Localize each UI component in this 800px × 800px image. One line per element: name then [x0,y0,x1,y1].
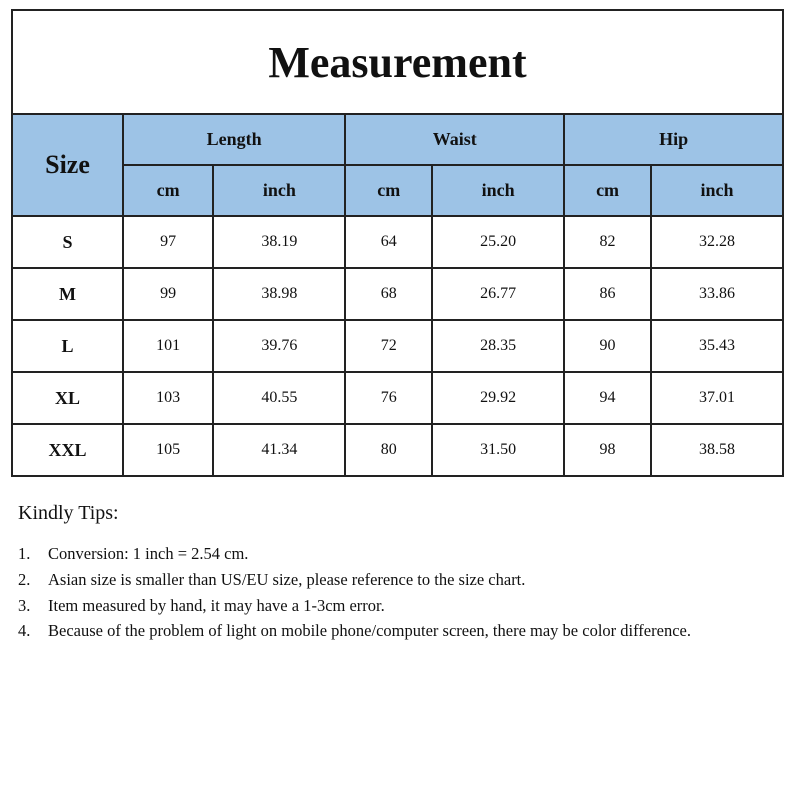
value-cell: 38.19 [213,216,345,268]
table-title: Measurement [12,10,783,114]
header-length: Length [123,114,345,165]
value-cell: 38.98 [213,268,345,320]
tip-number: 2. [18,569,31,589]
value-cell: 72 [345,320,432,372]
value-cell: 29.92 [432,372,564,424]
tip-item [18,567,758,593]
value-cell: 39.76 [213,320,345,372]
tips-list [18,541,758,644]
tip-item [18,618,758,644]
value-cell: 40.55 [213,372,345,424]
value-cell: 28.35 [432,320,564,372]
table-row [12,268,783,320]
tip-item [18,593,758,619]
tip-text: Item measured by hand, it may have a 1-3cm error. [48,595,385,615]
header-unit: cm [123,165,213,216]
size-cell: XL [12,372,123,424]
table-row [12,424,783,476]
value-cell: 33.86 [651,268,783,320]
value-cell: 94 [564,372,651,424]
tips-heading: Kindly Tips: [18,502,119,524]
header-unit: inch [432,165,564,216]
value-cell: 90 [564,320,651,372]
value-cell: 76 [345,372,432,424]
header-unit: inch [213,165,345,216]
table-row [12,216,783,268]
size-cell: M [12,268,123,320]
size-cell: L [12,320,123,372]
header-unit: cm [345,165,432,216]
size-cell: S [12,216,123,268]
value-cell: 86 [564,268,651,320]
tip-text: Conversion: 1 inch = 2.54 cm. [48,544,249,563]
tip-text: Asian size is smaller than US/EU size, please reference to the size chart. [48,569,526,589]
tip-number: 1. [18,544,31,563]
value-cell: 99 [123,268,213,320]
value-cell: 97 [123,216,213,268]
value-cell: 41.34 [213,424,345,476]
size-chart-table [11,9,784,477]
value-cell: 98 [564,424,651,476]
header-size: Size [12,114,123,216]
value-cell: 26.77 [432,268,564,320]
value-cell: 31.50 [432,424,564,476]
value-cell: 103 [123,372,213,424]
value-cell: 105 [123,424,213,476]
value-cell: 32.28 [651,216,783,268]
value-cell: 64 [345,216,432,268]
header-unit: cm [564,165,651,216]
value-cell: 68 [345,268,432,320]
table-row [12,320,783,372]
value-cell: 35.43 [651,320,783,372]
header-hip: Hip [564,114,783,165]
kindly-tips [18,502,758,644]
header-unit: inch [651,165,783,216]
size-cell: XXL [12,424,123,476]
tip-text: Because of the problem of light on mobile phone/computer screen, there may be color difference. [48,621,691,641]
tip-number: 3. [18,595,31,615]
value-cell: 37.01 [651,372,783,424]
tip-item [18,541,758,567]
value-cell: 38.58 [651,424,783,476]
value-cell: 82 [564,216,651,268]
header-waist: Waist [345,114,564,165]
value-cell: 101 [123,320,213,372]
value-cell: 25.20 [432,216,564,268]
table-row [12,372,783,424]
value-cell: 80 [345,424,432,476]
tip-number: 4. [18,621,31,641]
